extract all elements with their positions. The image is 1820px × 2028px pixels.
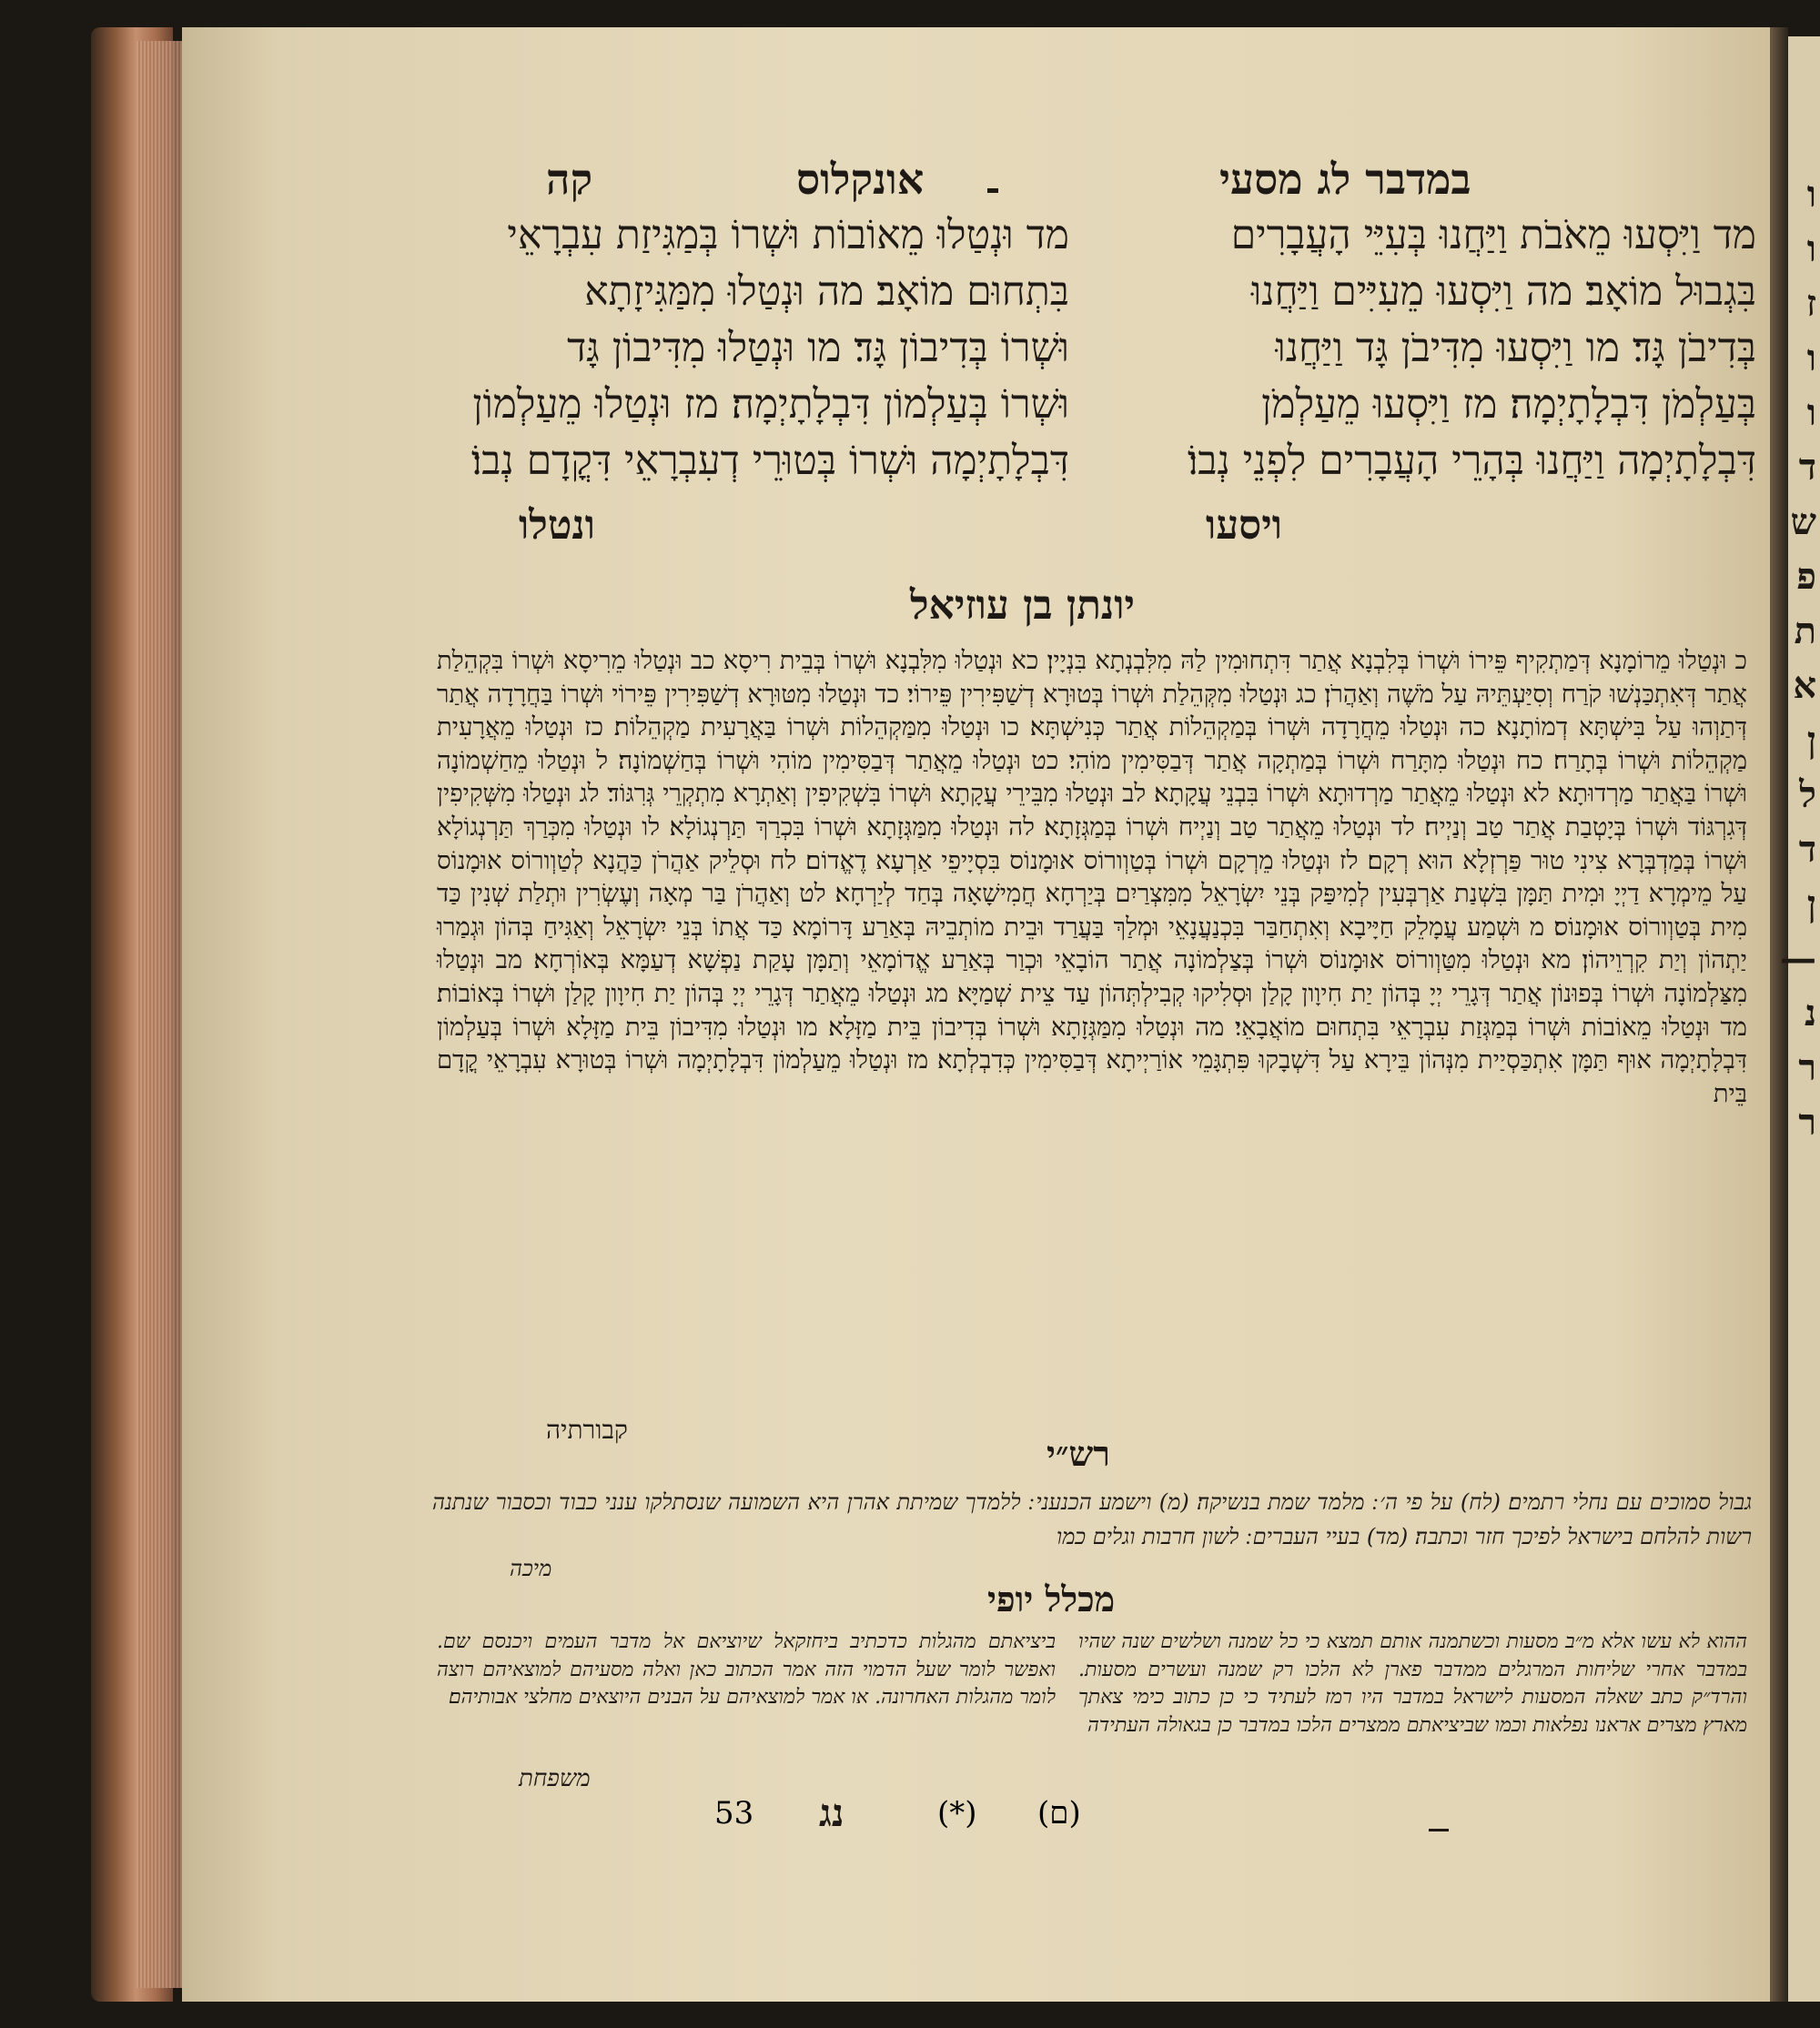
rashi-heading: רש״י: [1046, 1433, 1110, 1474]
next-page-letter: —: [1780, 937, 1816, 980]
hebrew-line: מד וַיִּסְעוּ מֵאֹבֹת וַיַּחֲנוּ בְּעִיֵּי הָעֲבָרִים: [1230, 212, 1756, 258]
michlal-catchword: משפחת: [519, 1765, 591, 1792]
header-dash: [987, 188, 998, 193]
hebrew-line: בִּגְבוּל מוֹאָב׃ מה וַיִּסְעוּ מֵעִיִּים וַיַּחֲנוּ: [1251, 268, 1756, 315]
header-parashah: במדבר לג מסעי: [1219, 155, 1471, 204]
header-folio: קה: [546, 155, 593, 204]
next-page-letter: ת: [1794, 610, 1816, 652]
onkelos-line: מד וּנְטַלוּ מֵאוֹבוֹת וּשְׁרוֹ בְּמַגִּיזַת עִבְרָאֵי: [507, 212, 1069, 258]
hebrew-line: דִּבְלָתָיְמָה וַיַּחֲנוּ בְּהָרֵי הָעֲבָרִים לִפְנֵי נְבוֹ׃: [1188, 438, 1756, 484]
footer-signature-letters: נג: [819, 1791, 844, 1835]
next-page-letter: ו: [1806, 173, 1816, 216]
onkelos-line: דִּבְלָתָיְמָה וּשְׁרוֹ בְּטוּרֵי דְעִבְרָאֵי דִּקֳדָם נְבוֹ׃: [470, 438, 1069, 484]
footer-mark-asterisk: (*): [937, 1795, 977, 1831]
next-page-letter: נ: [1804, 992, 1816, 1034]
next-page-letter: ש: [1790, 500, 1816, 543]
footer-mark-mem: (ם): [1037, 1795, 1081, 1831]
next-page-letter: ל: [1799, 773, 1816, 816]
next-page-letter: ו: [1806, 227, 1816, 270]
onkelos-line: וּשְׁרוֹ בְּעַלְמוֹן דִּבְלָתָיְמָה׃ מז וּנְטַלוּ מֵעַלְמוֹן: [472, 381, 1069, 428]
next-page-letter: ן: [1806, 719, 1816, 762]
onkelos-line: בִּתְחוּם מוֹאָב׃ מה וּנְטַלוּ מִמַּגִּיזָתָא: [584, 268, 1069, 315]
jonathan-text: כ וּנְטַלוּ מֵרוֹמָנָא דְּמַתְקִיף פֵּירוֹ וּשְׁרוֹ בְּלִבְנָא אֲתַר דִּתְחוּמִין לַהּ מִלִּבְנְתָא בִּנְיָין׃ כא וּנְטַלוּ מִלִּבְנָא וּשְׁרוֹ בְּבֵית רִיסָא כב וּנְטַלוּ מֵרִיסָא וּשְׁרוֹ בִּקְהֵלַת אֲתַר דְּאִתְכַּנְשׁוּ קֹרַח וְסִיַּעְתֵּיהּ עַל מֹשֶׁה וְאַהֲרֹן׃ כג וּנְטַלוּ מִקְּהֵלַת וּשְׁרוֹ בְּטוּרָא דְשַׁפִּירִין פֵּירוֹי׃ כד וּנְטַלוּ מִטּוּרָא דְשַׁפִּירִין פֵּירוֹי וּשְׁרוֹ בַּחֲרָדָה אֲתַר דְּתַוְהוּ עַל בִּישְׁתָּא דְמוֹתָנָא׃ כה וּנְטַלוּ מֵחֲרָדָה וּשְׁרוֹ בְּמַקְהֵלוֹת אֲתַר כְּנִישְׁתָּא׃ כו וּנְטַלוּ מִמַּקְהֵלוֹת וּשְׁרוֹ בַּאֲרָעִית מַקְהֵלוֹת׃ כז וּנְטַלוּ מֵאֲרָעִית מַקְהֵלוֹת וּשְׁרוֹ בְּתָרַח׃ כח וּנְטַלוּ מִתָּרַח וּשְׁרוֹ בְּמַתְקָה אֲתַר דְּבַסִּימִין מוֹהִי׃ כט וּנְטַלוּ מֵאֲתַר דְּבַסִּימִין מוֹהִי וּשְׁרוֹ בְּחַשְׁמוֹנָה׃ ל וּנְטַלוּ מֵחַשְׁמוֹנָה וּשְׁרוֹ בַּאֲתַר מַרְדוּתָא׃ לא וּנְטַלוּ מֵאֲתַר מַרְדוּתָא וּשְׁרוֹ בִּבְנֵי עֲקָתָא׃ לב וּנְטַלוּ מִבֵּירֵי עֲקָתָא וּשְׁרוֹ בִּשְׁקִיפִין וְאַתְרָא מִתְקְרֵי גְּרִגּוֹד׃ לג וּנְטַלוּ מִשְּׁקִיפִין דְּגִרְגּוֹד וּשְׁרוֹ בְּיָטְבַת אֲתַר טַב וְנַיְיח׃ לד וּנְטַלוּ מֵאֲתַר טַב וְנַיְיח וּשְׁרוֹ בְּמַגְּזָתָא׃ לה וּנְטַלוּ מִמַּגְּזָתָא וּשְׁרוֹ בִּכְרַךְ תַּרְנְגוֹלָא׃ לו וּנְטַלוּ מִכְּרַךְ תַּרְנְגוֹלָא וּשְׁרוֹ בְּמַדְבְּרָא צִינִי טוּר פַּרְזְלָא הוּא רְקָם׃ לז וּנְטַלוּ מֵרְקָם וּשְׁרוֹ בְּטַוְורוֹס אוּמָנוֹס בִּסְיָיפֵי אַרְעָא דֶאֱדוֹם׃ לח וּסְלֵיק אַהֲרֹן כַּהֲנָא לְטַוְורוֹס אוּמָנוֹס עַל מֵימְרָא דַיְיָ וּמִית תַּמָּן בִּשְׁנַת אַרְבְּעִין לְמִיפַּק בְּנֵי יִשְׂרָאֵל מִמִּצְרַיִם בְּיַרְחָא חֲמִישָׁאָה בְּחַד לְיַרְחָא׃ לט וְאַהֲרֹן בַּר מְאָה וְעֶשְׂרִין וּתְלַת שְׁנִין כַּד מִית בְּטַוְורוֹס אוּמָנוֹס׃ מ וּשְׁמַע עֲמָלֵק חַיָּיבָא וְאִתְחַבַּר בִּכְנַעֲנָאֵי וּמְלַךְ בַּעֲרַד וּבֵית מוֹתְבֵיהּ בְּאַרַע דָּרוֹמָא כַּד אֲתוֹ בְּנֵי יִשְׂרָאֵל וְאַגִּיחַ בְּהוֹן וּגְמַרוּ יַתְהוֹן וְיַת קִרְוֵיהוֹן׃ מא וּנְטַלוּ מִטַּוְורוֹס אוּמָנוֹס וּשְׁרוֹ בְּצַלְמוֹנָה אֲתַר הוֹבָאֵי וּכְוַר בְּאַרַע אֱדוֹמָאֵי וְתַמָּן עָקַת נַפְשָׁא דְעַמָּא בְּאוֹרְחָא׃ מב וּנְטַלוּ מִצַּלְמוֹנָה וּשְׁרוֹ בְּפוּנוֹן אֲתַר דְּגָרֵי יְיָ בְּהוֹן יַת חִיוָון קָלַן וּסְלִיקוּ קְבִילְתְּהוֹן עַד צֵית שְׁמַיָּא׃ מג וּנְטַלוּ מֵאֲתַר דְּגָרֵי יְיָ בְּהוֹן יַת חִיוָון קָלַן וּשְׁרוֹ בְּאוֹבוֹת׃ מד וּנְטַלוּ מֵאוֹבוֹת וּשְׁרוֹ בְּמַגְּזַת עִבְרָאֵי בִּתְחוּם מוֹאֲבָאֵי׃ מה וּנְטַלוּ מִמַּגְּזָתָא וּשְׁרוֹ בְּדִיבוֹן בֵּית מַזָּלָא׃ מו וּנְטַלוּ מִדִּיבוֹן בֵּית מַזָּלָא וּשְׁרוֹ בְּעַלְמוֹן דִּבְלָתָיְמָה אוּף תַּמָּן אִתְכַּסְיַית מִנְּהוֹן בֵּירָא עַל דִּשְׁבָקוּ פִּתְגָּמֵי אוֹרַיְיתָא דְּבַסִּימִין כְּדִבְלְתָא׃ מז וּנְטַלוּ מֵעַלְמוֹן דִּבְלָתָיְמָה וּשְׁרוֹ בְּטוּרָא עִבְרָאֵי קֳדָם בֵּית: [437, 646, 1747, 1108]
michlal-yofi-left-column: ביציאתם מהגלות כדכתיב ביחזקאל שיוציאם אל מדבר העמים ויכנסם שם. ואפשר לומר שעל הדמוי הזה אמר הכתוב כאן ואלה מסעיהם למוצאיהם רוצה לומר מהגלות האחרונה. או אמר למוצאיהם על הבנים היוצאים מחלצי אבותיהם׃: [437, 1630, 1056, 1709]
michlal-yofi-right-column: ההוא לא עשו אלא מ״ב מסעות וכשתמנה אותם תמצא כי כל שמנה ושלשים שנה שהיו במדבר אחרי שליחות המרגלים ממדבר פארן לא הלכו רק שמנה ועשרים מסעות. והרד״ק כתב שאלה המסעות לישראל במדבר היו רמז לעתיד כי כן כתוב כימי צאתך מארץ מצרים אראנו נפלאות וכמו שביציאתם ממצרים הלכו במדבר כן בגאולה העתידה: [1078, 1630, 1747, 1737]
onkelos-text-column: [432, 207, 1069, 489]
footer-dash: [1429, 1829, 1449, 1831]
next-page-letter: ן: [1806, 883, 1816, 925]
next-page-strip: [1780, 36, 1820, 2002]
next-page-letter: א: [1793, 664, 1816, 707]
rashi-end-word: מיכה: [510, 1556, 552, 1581]
book-gutter: [1770, 27, 1788, 2002]
michlal-yofi-heading: מכלל יופי: [987, 1579, 1116, 1619]
hebrew-line: בְּעַלְמֹן דִּבְלָתָיְמָה׃ מז וַיִּסְעוּ מֵעַלְמֹן: [1261, 381, 1756, 428]
onkelos-catchword: ונטלו: [519, 502, 595, 549]
rashi-text: גבול סמוכים עם נחלי רתמים׃ (לח) על פי ה׳ ׃ מלמד שמת בנשיקה׃ (מ) וישמע הכנעני ׃ ללמדך שמיתת אהרן היא השמועה שנסתלקו ענני כבוד וכסבור שנתנה רשות להלחם בישראל לפיכך חזר וכתבה׃ (מד) בעיי העברים ׃ לשון חרבות וגלים כמו: [432, 1489, 1752, 1549]
next-page-letter: ד: [1798, 446, 1816, 489]
next-page-letter: ר: [1798, 1046, 1816, 1089]
jonathan-heading: יונתן בן עוזיאל: [910, 582, 1136, 629]
footer-signature-number: 53: [714, 1795, 754, 1831]
next-page-letter: ז: [1805, 282, 1816, 325]
next-page-letter: פ: [1796, 555, 1816, 598]
jonathan-end-word: קבורתיה: [546, 1415, 628, 1445]
hebrew-catchword: ויסעו: [1206, 502, 1282, 549]
next-page-letter: ו: [1806, 391, 1816, 434]
next-page-letter: ו: [1806, 337, 1816, 379]
onkelos-line: וּשְׁרוֹ בְּדִיבוֹן גָּד׃ מו וּנְטַלוּ מִדִּיבוֹן גָּד: [567, 325, 1069, 371]
hebrew-line: בְּדִיבֹן גָּד׃ מו וַיִּסְעוּ מִדִּיבֹן גָּד וַיַּחֲנוּ: [1275, 325, 1756, 371]
hebrew-text-column: [1115, 207, 1756, 489]
next-page-letter: ד: [1798, 828, 1816, 871]
next-page-letter: ר: [1798, 1101, 1816, 1144]
header-onkelos-label: אונקלוס: [796, 155, 925, 204]
